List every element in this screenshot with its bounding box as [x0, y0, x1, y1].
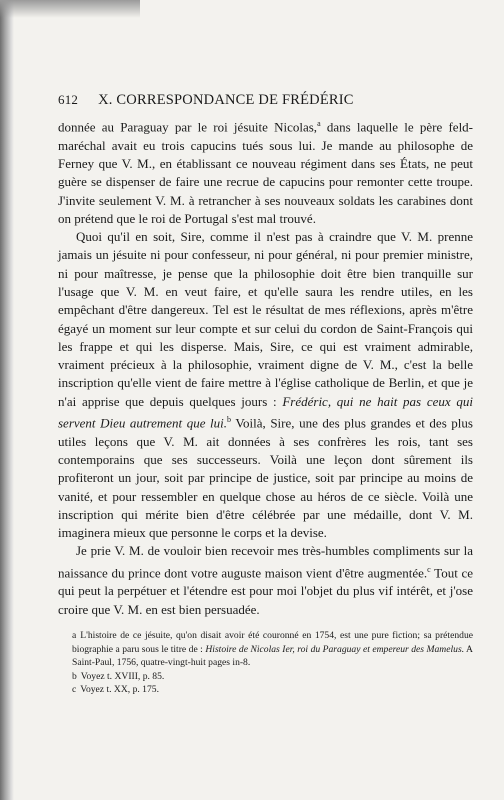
- footnote-b: [58, 670, 473, 684]
- note-ref-c: c: [427, 564, 431, 574]
- footnote-c-mark: c: [72, 684, 77, 695]
- footnotes: [58, 629, 473, 697]
- footnote-a-text: L'histoire de ce jésuite, qu'on disait avoir été couronné en 1754, est une pure fiction; sa prétendue biographie a paru sous le titre de :: [72, 630, 473, 655]
- footnote-a-mark: a: [72, 630, 77, 641]
- book-page: [58, 92, 473, 697]
- inscription-quote: Frédéric, qui ne hait pas ceux qui servent Dieu autrement que lui.: [58, 393, 473, 431]
- paragraph-2-text-b: Voilà, Sire, une des plus grandes et des plus utiles leçons que V. M. ait données à ses confrères les rois, tant ses contemporains que ses successeurs. Voilà une leçon dont sûrement ils profiteront un jour, soit par principe de justice, soit par principe au moins de vanité, et pour ressembler en quelque chose au héros de ce siècle. Voilà une inscription qui mérite bien d'être célébrée par une médaille, dont V. M. imaginera mieux que personne le corps et la devise.: [58, 415, 473, 541]
- note-ref-a: a: [317, 119, 321, 128]
- footnote-b-text: Voyez t. XVIII, p. 85.: [80, 670, 165, 682]
- footnote-a-imprint: A Saint-Paul, 1756, quatre-vingt-huit pages in-8.: [72, 643, 473, 668]
- paragraph-2-text-a: Quoi qu'il en soit, Sire, comme il n'est pas à craindre que V. M. prenne jamais un jésuite ni pour confesseur, ni pour général, ni pour premier ministre, ni pour maîtresse, je pense que la philosophie doit être bien tranquille sur l'usage que V. M. en veut faire, et qu'elle saura les rendre utiles, en les empêchant d'être dangereux. Tel est le résultat de mes réflexions, après m'être égayé un moment sur leur compte et sur celui du cordon de Saint-François qui les frappe et qui les disperse. Mais, Sire, ce qui est vraiment admirable, vraiment précieux à la philosophie, vraiment digne de V. M., c'est la belle inscription qu'elle vient de faire mettre à l'église catholique de Berlin, et que je n'ai apprise que depuis quelques jours :: [58, 229, 473, 409]
- footnote-b-mark: b: [72, 670, 77, 682]
- paragraph-1-text-b: dans laquelle le père feld-maréchal avait eu trois capucins tués sous lui. Je mande au philosophe de Ferney que V. M., en établissant ce nouveau régiment dans ses États, ne peut guère se dispenser de faire une recrue de capucins pour remonter cette troupe. J'invite seulement V. M. à retrancher à ses nouveaux soldats les carabines dont on prétend que le roi de Portugal s'est mal trouvé.: [58, 119, 474, 226]
- scan-shadow-top: [0, 0, 140, 18]
- note-ref-b: b: [227, 415, 231, 425]
- paragraph-1-text-a: donnée au Paraguay par le roi jésuite Nicolas,: [58, 119, 318, 135]
- footnote-a: [58, 629, 473, 670]
- paragraph-2: [58, 228, 473, 542]
- page-number: 612: [58, 92, 79, 107]
- paragraph-1: [58, 115, 473, 228]
- paragraph-3-text-a: Je prie V. M. de vouloir bien recevoir mes très-humbles compliments sur la naissance du prince dont votre auguste maison vient d'être augmentée.: [58, 543, 473, 581]
- footnote-c-text: Voyez t. XX, p. 175.: [80, 684, 159, 695]
- running-title: X. CORRESPONDANCE DE FRÉDÉRIC: [98, 92, 354, 108]
- running-header: [58, 92, 473, 109]
- footnote-a-title: Histoire de Nicolas Ier, roi du Paraguay et empereur des Mamelus.: [205, 643, 465, 655]
- footnote-c: [58, 683, 473, 697]
- paragraph-3: [58, 542, 473, 619]
- paragraph-3-text-b: Tout ce qui peut la perpétuer et l'étendre est pour moi l'objet du plus vif intérêt, et j'ose croire que V. M. en est bien persuadée.: [58, 565, 473, 617]
- scan-shadow-edge: [0, 0, 14, 800]
